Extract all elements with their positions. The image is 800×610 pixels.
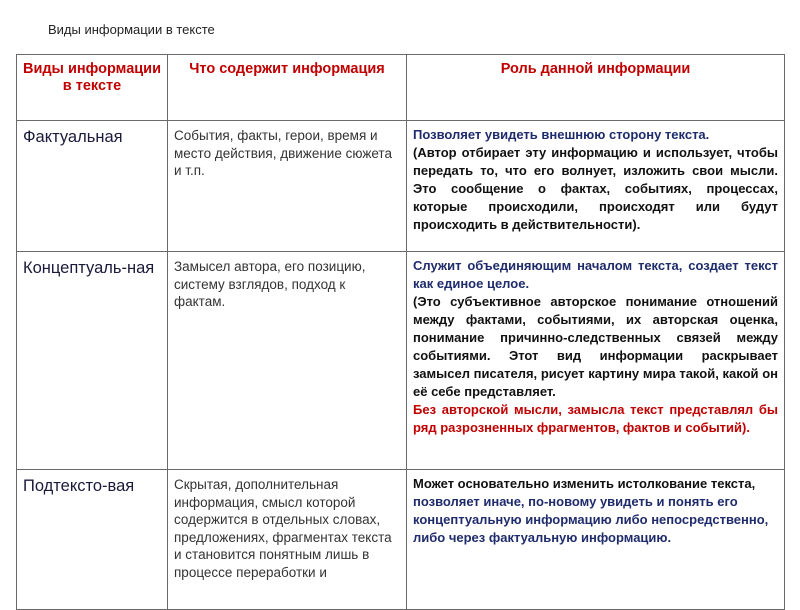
table-row-subtext [17,470,785,610]
role-cell [407,252,785,470]
role-main: Служит объединяющим началом текста, создает текст как единое целое. [413,258,778,291]
header-types: Виды информации в тексте [17,55,168,121]
info-types-table [16,54,785,610]
table-row-factual [17,121,785,252]
table-row-conceptual [17,252,785,470]
content-cell: Замысел автора, его позицию, систему взглядов, подход к фактам. [168,252,407,470]
type-cell: Концептуаль-ная [17,252,168,470]
type-cell: Фактуальная [17,121,168,252]
header-role: Роль данной информации [407,55,785,121]
role-red-note: Без авторской мысли, замысла текст представлял бы ряд разрозненных фрагментов, фактов и событий). [413,402,778,435]
content-cell: Скрытая, дополнительная информация, смысл которой содержится в отдельных словах, предложениях, фрагментах текста и становится понятным лишь в процессе переработки и [168,470,407,610]
role-main: Позволяет увидеть внешнюю сторону текста. [413,127,710,142]
role-note: (Это субъективное авторское понимание отношений между фактами, событиями, их авторская оценка, понимание причинно-следственных связей между событиями. Этот вид информации раскрывает замысел писателя, рисует картину мира такой, какой он её себе представляет. [413,294,778,399]
type-cell: Подтексто-вая [17,470,168,610]
role-main: позволяет иначе, по-новому увидеть и понять его концептуальную информацию либо непосредственно, либо через фактуальную информацию. [413,494,769,545]
role-note: (Автор отбирает эту информацию и использует, чтобы передать то, что его волнует, изложить свои мысли. Это сообщение о фактах, событиях, процессах, которые происходили, происходят или будут происходить в действительности). [413,145,778,232]
header-content: Что содержит информация [168,55,407,121]
role-cell [407,121,785,252]
table-header-row [17,55,785,121]
role-cell [407,470,785,610]
role-lead: Может основательно изменить истолкование текста, [413,476,756,491]
slide-title: Виды информации в тексте [48,22,215,37]
content-cell: События, факты, герои, время и место действия, движение сюжета и т.п. [168,121,407,252]
